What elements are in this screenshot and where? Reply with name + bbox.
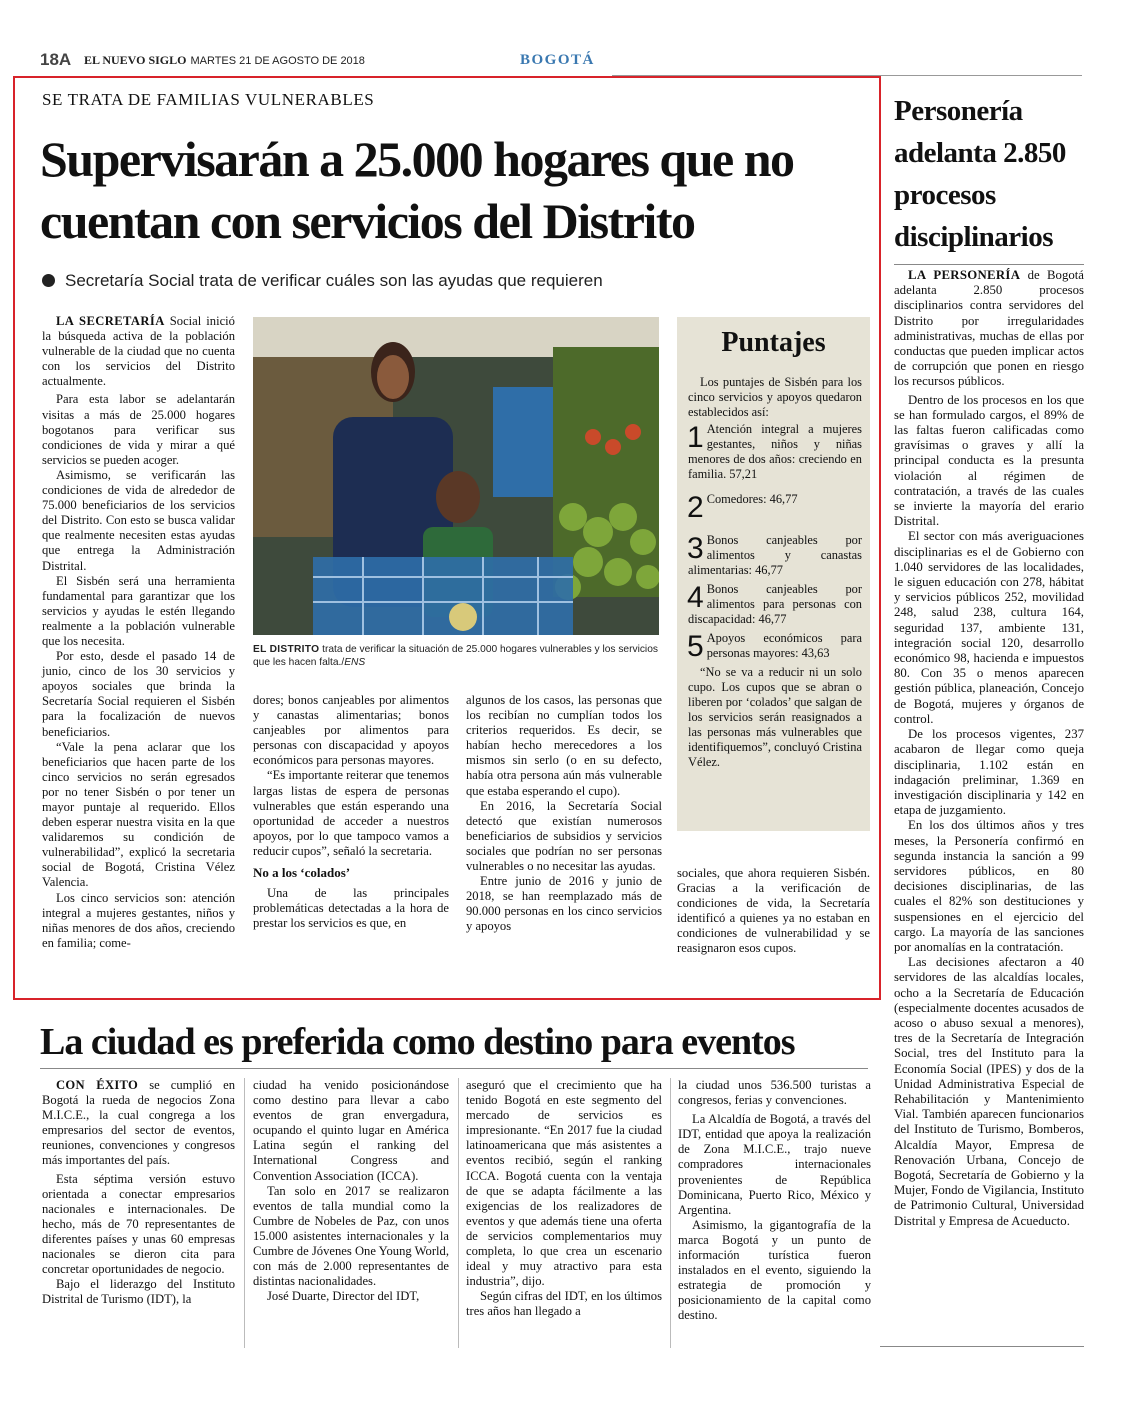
- paragraph: Según cifras del IDT, en los últimos tres años han llegado a: [466, 1289, 662, 1319]
- lead-rest: de Bogotá adelanta 2.850 procesos disciplinarios contra servidores del Distrito por irregularidades administrativas, muchas de ellas por conductas que pueden implicar actos de corrupción que ponen en riesgo los recursos públicos.: [894, 268, 1084, 389]
- paragraph: En 2016, la Secretaría Social detectó que existían numerosos beneficiarios de subsidios y servicios sociales que podrían no ser personas vulnerables o no necesitar las ayudas.: [466, 798, 662, 874]
- main-headline: Supervisarán a 25.000 hogares que no cuentan con servicios del Distrito: [40, 131, 794, 249]
- lead-paragraph: [894, 268, 1084, 390]
- lead-bold: LA PERSONERÍA: [908, 268, 1021, 282]
- paragraph: Para esta labor se adelantarán visitas a más de 25.000 hogares bogotanos para verificar sus condiciones de vida y mirar a qué servicios se pueden acoger.: [42, 392, 235, 467]
- sidebar-intro: Los puntajes de Sisbén para los cinco servicios y apoyos quedaron establecidos así:: [688, 375, 862, 419]
- score-item: [688, 521, 862, 578]
- caption-text: trata de verificar la situación de 25.000 hogares vulnerables y los servicios que les hacen falta./: [253, 644, 658, 669]
- paragraph: Asimismo, se verificarán las condiciones de vida de alrededor de 75.000 beneficiarios de los servicios del Distrito. Con esto se busca validar que realmente necesiten estas ayudas que entrega la Administración Distrital.: [42, 467, 235, 573]
- paragraph: Los cinco servicios son: atención integral a mujeres gestantes, niños y niñas menores de dos años, creciendo en familia; come-: [42, 890, 235, 950]
- score-item: [687, 486, 862, 524]
- photo-caption: [253, 643, 663, 670]
- right-headline: Personería adelanta 2.850 procesos disciplinarios: [894, 95, 1066, 253]
- column-divider: [670, 1078, 671, 1348]
- paragraph: Una de las principales problemáticas detectadas a la hora de prestar los servicios es que, en: [253, 886, 449, 931]
- supermarket-photo: [253, 317, 659, 635]
- second-col-2: [253, 1078, 449, 1304]
- paragraph: José Duarte, Director del IDT,: [267, 1289, 420, 1304]
- score-item: [688, 631, 862, 661]
- paragraph: La Alcaldía de Bogotá, a través del IDT, entidad que apoya la realización de Zona M.I.C.E., trajo nueve compradores internacionales provenientes de República Dominicana, Puerto Rico, México y Argentina.: [678, 1112, 871, 1217]
- main-col-1: [42, 314, 235, 951]
- main-col-2: [253, 693, 449, 931]
- right-rule: [894, 264, 1084, 265]
- lead-paragraph: [42, 1078, 235, 1169]
- paragraph: En los dos últimos años y tres meses, la Personería confirmó en segunda instancia la sanción a 99 servidores públicos, en 80 decisiones disciplinarias, de las cuales el 82% son destituciones y suspensiones en el ejercicio del cargo. La mayoría de las sanciones por anomalías en la contratación.: [894, 818, 1084, 954]
- column-divider: [244, 1078, 245, 1348]
- second-col-3: [466, 1078, 662, 1320]
- caption-bold: EL DISTRITO: [253, 644, 320, 655]
- right-end-rule: [880, 1346, 1084, 1347]
- paragraph: dores; bonos canjeables por alimentos y canastas alimentarias; bonos canjeables por alimentos para personas con discapacidad y apoyos económicos para personas mayores.: [253, 693, 449, 768]
- sidebar-title: Puntajes: [721, 327, 826, 358]
- score-text: Bonos canjeables por alimentos y canastas alimentarias: 46,77: [688, 533, 862, 577]
- paragraph: Las decisiones afectaron a 40 servidores de las alcaldías locales, ocho a la Secretaría de Educación (especialmente docentes acusados de acoso o abuso sexual a menores), tres de la Secretaría de Integración Social, tres del Instituto para la Economía Social (IPES) y dos de la Unidad Administrativa Especial de Rehabilitación y Mantenimiento Vial. También aparecen funcionarios del Instituto de Turismo, Bomberos, Alcaldía Mayor, Empresa de Renovación Urbana, Concejo de Bogotá, Secretaría de Gobierno y la Mujer, Fondo de Vigilancia, Instituto de Patrimonio Cultural, Universidad Distrital y Empresa de Acueducto.: [894, 955, 1084, 1228]
- deck-text: Secretaría Social trata de verificar cuáles son las ayudas que requieren: [65, 271, 603, 290]
- lead-rest: se cumplió en Bogotá la rueda de negocios Zona M.I.C.E., la cual congrega a los empresarios del sector de eventos, reuniones, convenciones y congresos más importantes del país.: [42, 1078, 235, 1168]
- news-photo: [253, 317, 659, 635]
- right-story-body: [894, 268, 1084, 1229]
- paragraph: Por esto, desde el pasado 14 de junio, cinco de los 30 servicios y apoyos sociales que brinda la Secretaría Social requieren el Sisbén para la focalización de nuevos beneficiarios.: [42, 649, 235, 739]
- score-text: Apoyos económicos para personas mayores: 43,63: [706, 631, 862, 660]
- paragraph: El Sisbén será una herramienta fundamental para garantizar que los servicios y ayudas le estén llegando realmente a la población vulnerable que los necesita.: [42, 573, 235, 648]
- score-number: 5: [687, 630, 704, 663]
- paragraph: sociales, que ahora requieren Sisbén. Gracias a la verificación de condiciones de vida, la Secretaría identificó a quienes ya no estaban en condiciones de vulnerabilidad y se reasignaron esos cupos.: [677, 866, 870, 956]
- paper-name: EL NUEVO SIGLO: [84, 53, 187, 67]
- paragraph: “Es importante reiterar que tenemos largas listas de espera de personas vulnerables que están esperando una oportunidad de acceder a nuestros apoyos, por lo que tampoco vamos a reducir cupos”, señaló la secretaria.: [253, 768, 449, 858]
- score-item: [688, 422, 862, 482]
- paragraph: De los procesos vigentes, 237 acabaron de llegar como queja disciplinaria, 1.102 están en indagación preliminar, 1.369 en investigación disciplinaria y 142 en etapa de juzgamiento.: [894, 727, 1084, 818]
- main-col-4: [677, 866, 870, 957]
- second-rule: [40, 1068, 868, 1069]
- second-col-4: [678, 1078, 871, 1324]
- lead-bold: LA SECRETARÍA: [56, 314, 165, 328]
- score-text: Bonos canjeables por alimentos para personas con discapacidad: 46,77: [688, 582, 862, 626]
- main-col-3: [466, 693, 662, 935]
- paragraph: algunos de los casos, las personas que los recibían no cumplían todos los criterios requeridos. Es decir, se habían hecho merecedores a los mismos sin serlo (o en su defecto, había otra persona aún más vulnerable que estaba esperando el cupo).: [466, 693, 662, 798]
- score-number: 3: [687, 532, 704, 565]
- photo-credit: ENS: [344, 657, 366, 669]
- section-label: BOGOTÁ: [520, 52, 595, 68]
- issue-date: MARTES 21 DE AGOSTO DE 2018: [190, 55, 365, 67]
- paragraph: Bajo el liderazgo del Instituto Distrital de Turismo (IDT), la: [42, 1277, 235, 1307]
- subhead: No a los ‘colados’: [253, 865, 351, 881]
- second-col-1: [42, 1078, 235, 1307]
- score-text: Comedores: 46,77: [706, 492, 798, 506]
- sidebar-body: [688, 375, 862, 770]
- lead-paragraph: [42, 314, 235, 389]
- deck: [42, 271, 603, 291]
- lead-rest: Social inició la búsqueda activa de la población vulnerable de la ciudad que no cuenta con los servicios del Distrito actualmente.: [42, 314, 235, 389]
- score-text: Atención integral a mujeres gestantes, niños y niñas menores de dos años: creciendo en familia. 57,21: [688, 422, 862, 481]
- paragraph: Asimismo, la gigantografía de la marca Bogotá y un punto de información turística fueron instalados en el evento, siguiendo la estrategia de promoción y posicionamiento de la capital como destino.: [678, 1217, 871, 1323]
- kicker: SE TRATA DE FAMILIAS VULNERABLES: [42, 90, 375, 109]
- paragraph: la ciudad unos 536.500 turistas a congresos, ferias y convenciones.: [678, 1078, 871, 1108]
- column-divider: [458, 1078, 459, 1348]
- paragraph: Entre junio de 2016 y junio de 2018, se han reemplazado más de 90.000 personas en los cinco servicios y apoyos: [466, 874, 662, 934]
- bullet-icon: [42, 274, 55, 287]
- sidebar-quote: “No se va a reducir ni un solo cupo. Los cupos que se abran o liberen por ‘colados’ que salgan de los servicios serán reasignados a las personas más vulnerables que identifiquemos”, concluyó Cristina Vélez.: [688, 665, 862, 769]
- page-number: 18A: [40, 50, 72, 69]
- paragraph: Tan solo en 2017 se realizaron eventos de talla mundial como la Cumbre de Nobeles de Paz, con unos 15.000 asistentes internacionales y la Cumbre de Jóvenes One Young World, con más de 2.000 representantes de distintas nacionalidades.: [253, 1183, 449, 1289]
- score-item: [688, 582, 862, 627]
- score-number: 1: [687, 421, 704, 454]
- score-number: 2: [687, 491, 704, 524]
- paragraph: El sector con más averiguaciones disciplinarias es el de Gobierno con 1.040 servidores de las localidades, le siguen educación con 278, hábitat y servicios públicos 252, movilidad 248, salud 238, cultura 164, seguridad 137, ambiente 131, integración social 120, desarrollo económico 98, hacienda e impuestos 80. Con 35 o menos aparecen gestión pública, planeación, Concejo de Bogotá, mujeres y órganos de control.: [894, 529, 1084, 726]
- paragraph: Dentro de los procesos en los que se han formulado cargos, el 89% de las faltas fueron calificadas como gravísimas o graves y allí la principal conducta es la presunta violación al régimen de contratación, a través de las cuales se invierte la mayoría del erario Distrital.: [894, 392, 1084, 529]
- paragraph: aseguró que el crecimiento que ha tenido Bogotá en este segmento del mercado de servicios es impresionante. “En 2017 fue la ciudad latinoamericana que más asistentes a eventos recibió, según el ranking ICCA. Bogotá cuenta con la ventaja de que se adapta fácilmente a las exigencias de los realizadores de eventos y que además tiene una oferta de servicios complementarios muy completa, lo que crea un escenario ideal y muy atractivo para esta industria”, dijo.: [466, 1078, 662, 1289]
- paragraph: ciudad ha venido posicionándose como destino para llevar a cabo eventos de gran envergadura, ocupando el quinto lugar en América Latina según el ranking del International Congress and Convention Association (ICCA).: [253, 1078, 449, 1183]
- masthead: [84, 53, 365, 68]
- paragraph: “Vale la pena aclarar que los beneficiarios que hacen parte de los cinco servicios no serán egresados por no tener Sisbén o por tener un mayor puntaje al requerido. Ellos deben esperar nuestra visita en la que validaremos su condición de vulnerabilidad”, explicó la secretaria social de Bogotá, Cristina Vélez Valencia.: [42, 739, 235, 890]
- second-headline: La ciudad es preferida como destino para eventos: [40, 1021, 795, 1063]
- paragraph: Esta séptima versión estuvo orientada a conectar empresarios nacionales e internacionales. De hecho, más de 70 representantes de diferentes países y unas 60 empresas nacionales se dieron cita para concretar oportunidades de negocio.: [42, 1171, 235, 1277]
- lead-bold: CON ÉXITO: [56, 1078, 139, 1092]
- score-number: 4: [687, 581, 704, 614]
